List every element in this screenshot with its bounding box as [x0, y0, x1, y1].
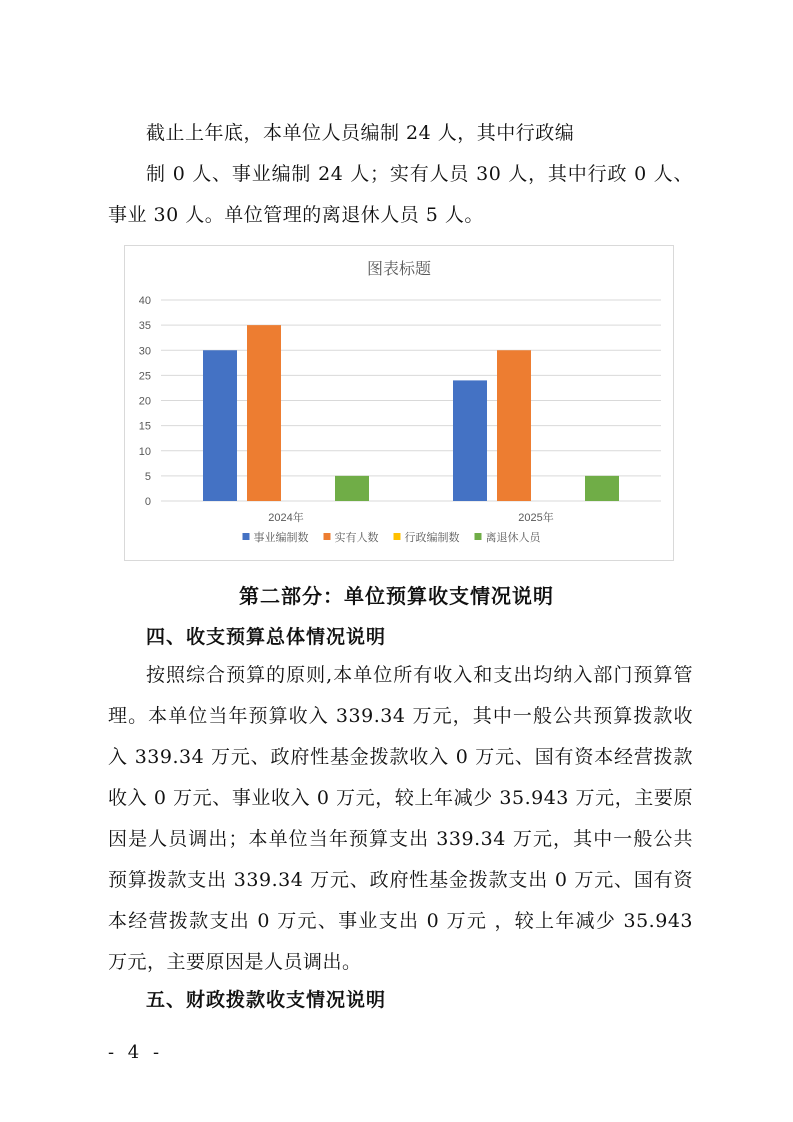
section-four-heading: 四、收支预算总体情况说明: [146, 626, 387, 648]
legend-swatch: [394, 533, 401, 540]
page-number: - 4 -: [108, 1042, 164, 1063]
part-two-title: 第二部分：单位预算收支情况说明: [239, 584, 554, 608]
chart-title: 图表标题: [366, 261, 432, 278]
bar: [497, 350, 531, 501]
section-four-body: 按照综合预算的原则,本单位所有收入和支出均纳入部门预算管理。本单位当年预算收入 339.34 万元，其中一般公共预算拨款收入 339.34 万元、政府性基金拨款收入 0 万元、国有资本经营拨款收入 0 万元、事业收入 0 万元，较上年减少 35.943 万元，主要原因是人员调出；本单位当年预算支出 339.34 万元，其中一般公共预算拨款支出 339.34 万元、政府性基金拨款支出 0 万元、国有资本经营拨款支出 0 万元、事业支出 0 万元 ，较上年减少 35.943 万元，主要原因是人员调出。: [108, 664, 693, 973]
y-tick-label: 25: [138, 370, 151, 383]
x-tick-label: 2025年: [518, 512, 554, 524]
legend-label: 离退休人员: [485, 532, 541, 544]
intro-line-1: 截止上年底，本单位人员编制 24 人，其中行政编: [146, 122, 575, 144]
intro-paragraph: 制 0 人、事业编制 24 人；实有人员 30 人，其中行政 0 人、事业 30 人。单位管理的离退休人员 5 人。: [108, 163, 693, 226]
bar: [585, 476, 619, 501]
legend-swatch: [475, 533, 482, 540]
x-tick-label: 2024年: [268, 512, 304, 524]
bar: [453, 380, 487, 501]
y-tick-label: 0: [144, 496, 151, 508]
bar: [247, 325, 281, 501]
y-tick-label: 30: [138, 345, 151, 358]
y-tick-label: 5: [144, 470, 151, 483]
section-five-heading: 五、财政拨款收支情况说明: [146, 989, 387, 1011]
legend-swatch: [324, 533, 331, 540]
bar: [335, 476, 369, 501]
bar-chart-svg: [125, 246, 673, 560]
legend-label: 实有人数: [334, 532, 379, 544]
y-tick-label: 15: [138, 420, 151, 433]
y-tick-label: 10: [138, 445, 151, 458]
legend-label: 行政编制数: [404, 532, 460, 544]
bar-chart: [124, 245, 674, 561]
y-tick-label: 35: [138, 320, 151, 333]
bar: [203, 350, 237, 501]
y-tick-label: 20: [138, 395, 151, 408]
y-tick-label: 40: [138, 295, 151, 307]
legend-swatch: [243, 533, 250, 540]
legend-label: 事业编制数: [253, 532, 309, 544]
